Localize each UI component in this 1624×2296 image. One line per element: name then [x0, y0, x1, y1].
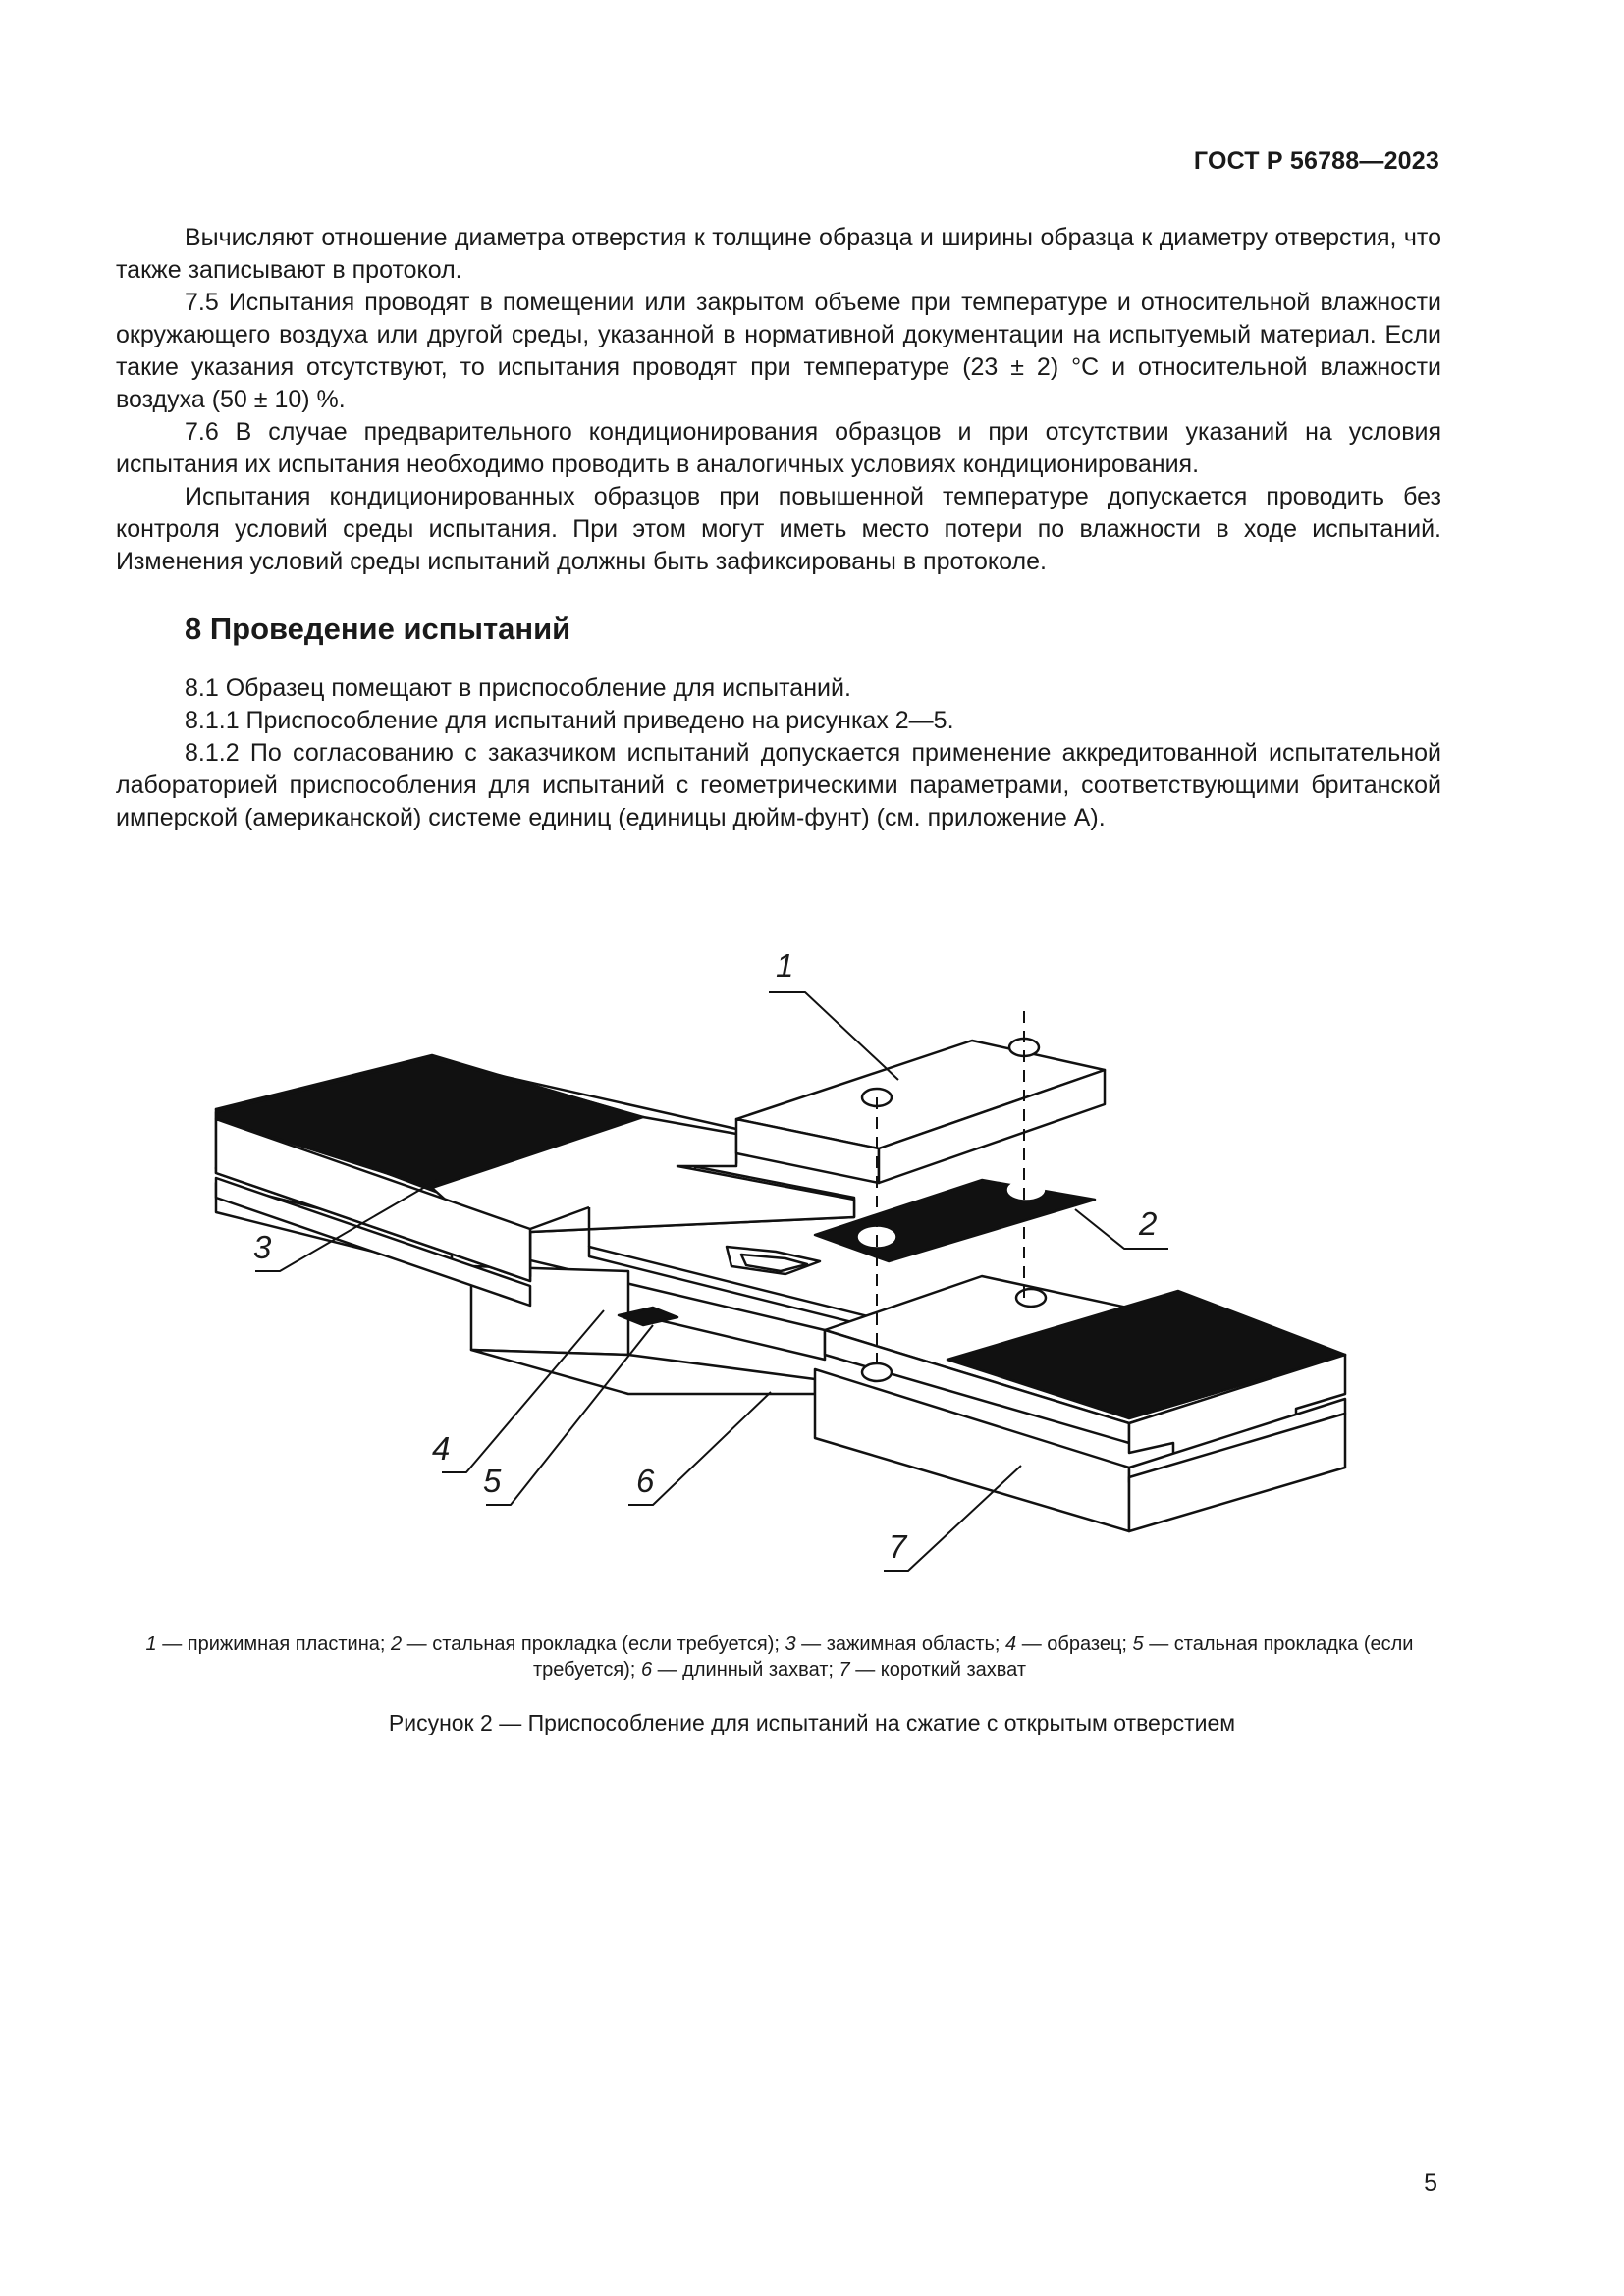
- figure-legend: [116, 1631, 1443, 1682]
- figure-test-fixture: [0, 923, 1624, 1600]
- legend-num: 5: [1132, 1633, 1144, 1655]
- legend-text: — прижимная пластина;: [156, 1633, 391, 1655]
- paragraph: 8.1.2 По согласованию с заказчиком испытаний допускается применение аккредитованной испытательной лабораторией приспособления для испытаний с геометрическими параметрами, соответствующими британской имперской (американской) системе единиц (единицы дюйм-фунт) (см. приложение А).: [116, 739, 1441, 831]
- section-heading: 8 Проведение испытаний: [185, 612, 571, 646]
- steel-shim-upper: [815, 1180, 1095, 1261]
- legend-text: — зажимная область;: [795, 1633, 1006, 1655]
- legend-num: 4: [1005, 1633, 1017, 1655]
- legend-text: — образец;: [1016, 1633, 1133, 1655]
- paragraph: 7.6 В случае предварительного кондиционирования образцов и при отсутствии указаний на условия испытания их испытания необходимо проводить в аналогичных условиях кондиционирования.: [116, 418, 1441, 478]
- figure-label-3: 3: [253, 1229, 272, 1265]
- paragraph: Испытания кондиционированных образцов при повышенной температуре допускается проводить без контроля условий среды испытания. При этом могут иметь место потери по влажности в ходе испытаний. Изменения условий среды испытаний должны быть зафиксированы в протоколе.: [116, 483, 1441, 575]
- figure-caption: Рисунок 2 — Приспособление для испытаний на сжатие с открытым отверстием: [388, 1710, 1236, 1735]
- legend-num: 6: [640, 1659, 653, 1681]
- paragraph: 7.5 Испытания проводят в помещении или закрытом объеме при температуре и относительной влажности окружающего воздуха или другой среды, указанной в нормативной документации на испытуемый материал. Если такие указания отсутствуют, то испытания проводят при температуре (23 ± 2) °С и относительной влажности воздуха (50 ± 10) %.: [116, 289, 1441, 413]
- legend-text: — длинный захват;: [652, 1659, 839, 1681]
- clamping-plate: [736, 1039, 1105, 1183]
- figure-label-2: 2: [1139, 1205, 1158, 1242]
- legend-text: — стальная прокладка (если требуется);: [402, 1633, 785, 1655]
- legend-num: 1: [145, 1633, 157, 1655]
- legend-text: — короткий захват: [849, 1659, 1027, 1681]
- fixture-drawing: [0, 923, 1624, 1600]
- figure-label-7: 7: [889, 1528, 907, 1565]
- legend-text: — стальная прокладка (если требуется);: [532, 1633, 1414, 1681]
- page-number: 5: [1424, 2169, 1437, 2197]
- paragraph: 8.1 Образец помещают в приспособление для испытаний.: [185, 674, 851, 702]
- body-text: [116, 222, 1441, 834]
- paragraph: 8.1.1 Приспособление для испытаний приведено на рисунках 2—5.: [185, 707, 954, 734]
- short-grip: [815, 1276, 1345, 1531]
- document-header: ГОСТ Р 56788—2023: [1193, 147, 1439, 175]
- legend-num: 3: [785, 1633, 796, 1655]
- figure-label-5: 5: [483, 1463, 502, 1499]
- figure-label-6: 6: [636, 1463, 655, 1499]
- figure-label-4: 4: [432, 1430, 451, 1467]
- figure-label-1: 1: [776, 947, 794, 984]
- paragraph: Вычисляют отношение диаметра отверстия к толщине образца и ширины образца к диаметру отверстия, что также записывают в протокол.: [116, 224, 1441, 284]
- legend-num: 2: [390, 1633, 403, 1655]
- legend-num: 7: [839, 1659, 850, 1681]
